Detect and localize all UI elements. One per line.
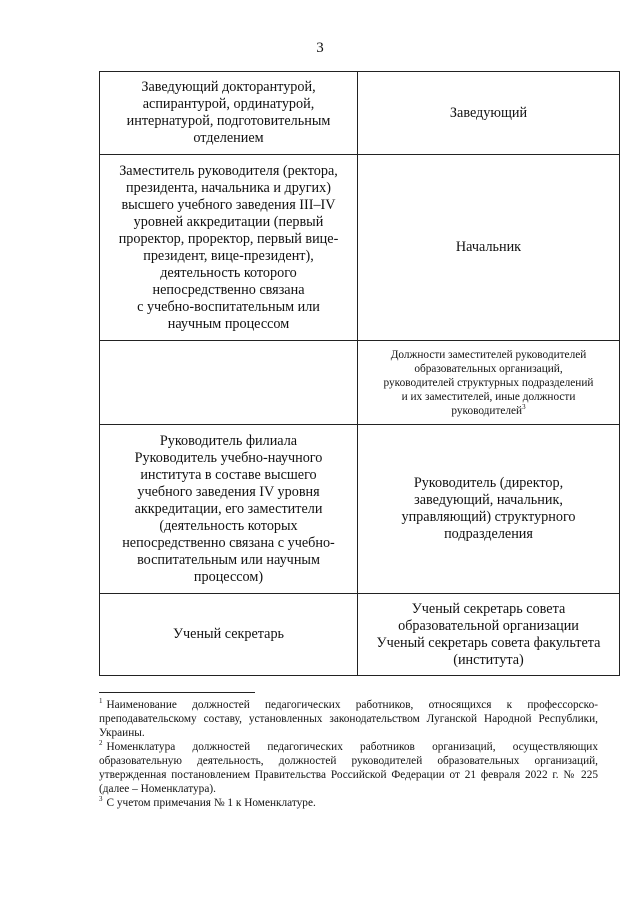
table-row	[100, 341, 620, 425]
cell-line: руководителей структурных подразделений	[383, 376, 594, 389]
cell-line: образовательных организаций,	[414, 362, 563, 375]
footnotes	[99, 698, 598, 810]
cell-line: высшего учебного заведения III–IV	[121, 196, 336, 213]
table-cell-left	[100, 155, 358, 341]
table-cell-right	[358, 594, 620, 676]
cell-line: (института)	[453, 651, 524, 668]
cell-line	[362, 404, 615, 418]
table-cell-right	[358, 155, 620, 341]
cell-line: Заведующий	[449, 104, 528, 121]
table-cell-right	[358, 425, 620, 594]
cell-line: заведующий, начальник,	[414, 492, 563, 508]
cell-line: деятельность которого	[160, 264, 297, 281]
table-row	[100, 594, 620, 676]
page-number: 3	[316, 40, 324, 56]
cell-line: (деятельность которых	[159, 517, 298, 534]
cell-line: уровней аккредитации (первый	[133, 213, 324, 230]
cell-line: воспитательным или научным	[137, 551, 320, 568]
cell-line: процессом)	[193, 568, 264, 585]
footnote-text: Номенклатура должностей педагогических работников организаций, осуществляющих образовательную деятельность, должностей руководителей образовательных организаций, утвержденная постановлением Правительства Российской Федерации от 21 февраля 2022 г. № 225 (далее – Номенклатура).	[99, 741, 598, 795]
table-cell-left	[100, 594, 358, 676]
footnote-mark: 2	[99, 739, 103, 748]
footnote	[99, 740, 598, 796]
cell-line: Начальник	[455, 239, 522, 255]
footnote-mark: 3	[99, 795, 103, 804]
footnote-mark: 1	[99, 697, 103, 706]
cell-line: образовательной организации	[398, 617, 579, 634]
footnote-text: Наименование должностей педагогических работников, относящихся к профессорско-преподавательскому составу, установленных законодательством Луганской Народной Республики, Украины.	[99, 699, 598, 739]
cell-line: подразделения	[444, 526, 533, 542]
cell-line: с учебно-воспитательным или	[137, 298, 320, 315]
cell-line: Заместитель руководителя (ректора,	[119, 162, 338, 179]
cell-line: аккредитации, его заместители	[134, 500, 323, 517]
cell-line: отделением	[193, 130, 264, 146]
cell-line: проректор, проректор, первый вице-	[118, 230, 339, 247]
footnote-separator	[99, 692, 255, 693]
cell-line: Заведующий докторантурой,	[141, 79, 316, 95]
table-cell-right	[358, 72, 620, 155]
cell-line: Руководитель учебно-научного	[134, 449, 323, 466]
cell-line: президента, начальника и других)	[126, 179, 331, 196]
cell-line: научным процессом	[167, 315, 290, 332]
footnote-ref: 3	[522, 402, 526, 411]
table-row	[100, 425, 620, 594]
cell-line: Руководитель (директор,	[413, 475, 564, 491]
table-cell-right	[358, 341, 620, 425]
table-cell-left-empty	[100, 341, 358, 425]
cell-line: и их заместителей, иные должности	[401, 390, 576, 403]
cell-line: института в составе высшего	[140, 466, 317, 483]
cell-line: учебного заведения IV уровня	[137, 483, 320, 500]
cell-line-text: руководителей	[451, 404, 523, 417]
table-cell-left	[100, 425, 358, 594]
table-row	[100, 72, 620, 155]
footnote-text: С учетом примечания № 1 к Номенклатуре.	[106, 797, 316, 809]
table-row	[100, 155, 620, 341]
cell-line: непосредственно связана	[152, 281, 305, 298]
cell-line: непосредственно связана с учебно-	[122, 534, 335, 551]
cell-line: аспирантурой, ординатурой,	[142, 96, 315, 112]
cell-line: Ученый секретарь совета факультета	[376, 634, 601, 651]
cell-line: Руководитель филиала	[159, 432, 298, 449]
positions-table	[99, 71, 620, 676]
cell-line: Ученый секретарь совета	[411, 600, 566, 617]
footnote	[99, 796, 598, 810]
cell-line: Ученый секретарь	[172, 626, 285, 642]
cell-line: интернатурой, подготовительным	[126, 113, 331, 129]
cell-line: Должности заместителей руководителей	[390, 348, 587, 361]
cell-line: президент, вице-президент),	[143, 247, 314, 264]
footnote	[99, 698, 598, 740]
cell-line: управляющий) структурного	[401, 509, 576, 525]
table-cell-left	[100, 72, 358, 155]
